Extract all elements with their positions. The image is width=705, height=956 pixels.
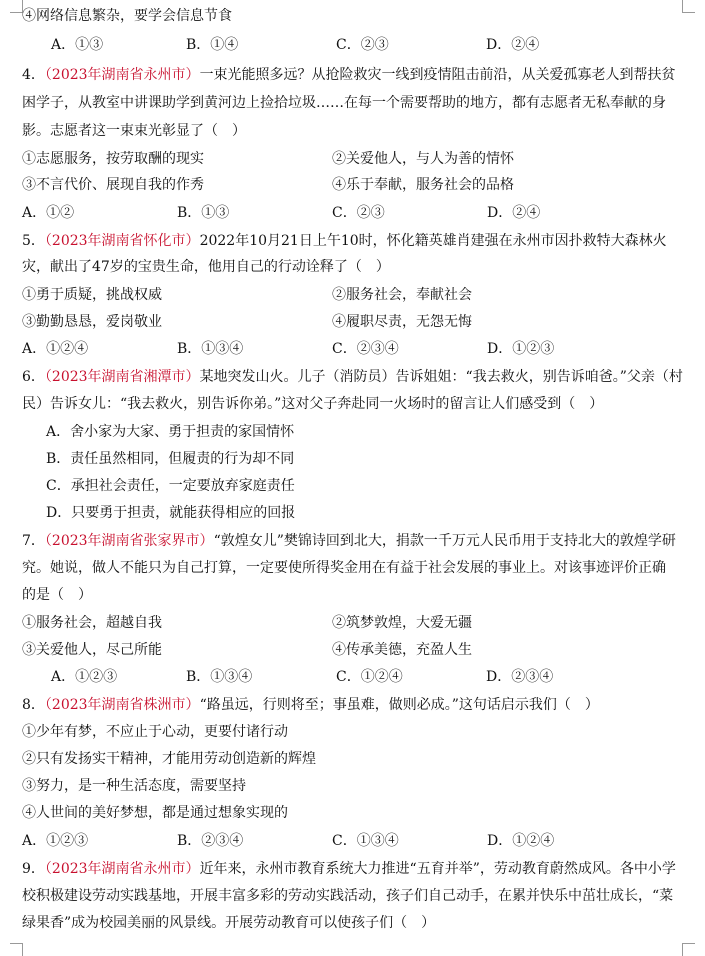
- question-source: （2023年湖南省湘潭市）: [44, 369, 200, 385]
- option-a[interactable]: A．①②: [22, 205, 75, 221]
- question-4-item-2: ②关爱他人，与人为善的情怀: [332, 151, 514, 167]
- question-7-item-1: ①服务社会，超越自我: [22, 615, 162, 631]
- question-5-item-4: ④履职尽责，无怨无悔: [332, 314, 472, 330]
- question-6-stem-line-2: 民）告诉女儿：“我去救火，别告诉你弟。”这对父子奔赴同一火场时的留言让人们感受到（ ）: [22, 396, 604, 412]
- option-c[interactable]: C．②③④: [332, 341, 399, 357]
- option-a[interactable]: A．①②③: [22, 833, 89, 849]
- question-source: （2023年湖南省永州市）: [44, 861, 200, 877]
- question-4-stem-line-1: 4．（2023年湖南省永州市）一束光能照多远？从抢险救灾一线到疫情阻击前沿，从关爱孤寡老人到帮扶贫: [22, 67, 676, 83]
- question-number: 9．: [22, 861, 45, 877]
- question-5-item-1: ①勇于质疑，挑战权威: [22, 287, 162, 303]
- option-a[interactable]: A．①②④: [22, 341, 89, 357]
- question-number: 8．: [22, 697, 45, 713]
- option-d[interactable]: D．①②④: [487, 833, 555, 849]
- question-source: （2023年湖南省张家界市）: [44, 533, 214, 549]
- question-8-item-3: ③努力，是一种生活态度，需要坚持: [22, 778, 246, 794]
- question-source: （2023年湖南省株洲市）: [44, 697, 200, 713]
- question-4-stem-line-3: 影。志愿者这一束束光彰显了（ ）: [22, 123, 246, 139]
- question-7-item-3: ③关爱他人，尽己所能: [22, 642, 162, 658]
- question-number: 5．: [22, 233, 45, 249]
- question-6-option-c[interactable]: C．承担社会责任，一定要放弃家庭责任: [46, 478, 295, 494]
- question-7-stem-line-2: 究。她说，做人不能只为自己打算，一定要使所得奖金用在有益于社会发展的事业上。对该事迹评价正确: [22, 560, 666, 576]
- question-5-item-2: ②服务社会，奉献社会: [332, 287, 472, 303]
- crop-mark-bottom-right: [682, 943, 695, 956]
- question-source: （2023年湖南省怀化市）: [44, 233, 200, 249]
- option-d[interactable]: D．①②③: [487, 341, 555, 357]
- question-9-stem-line-2: 校积极建设劳动实践基地，开展丰富多彩的劳动实践活动，孩子们自己动手，在累并快乐中茁壮成长，“菜: [22, 888, 674, 904]
- question-4-item-4: ④乐于奉献，服务社会的品格: [332, 177, 514, 193]
- crop-mark-top-right: [682, 0, 695, 13]
- question-8-stem-line-1: 8．（2023年湖南省株洲市）“路虽远，行则将至；事虽难，做则必成。”这句话启示我们（ ）: [22, 697, 599, 713]
- question-5-stem-line-2: 灾，献出了47岁的宝贵生命，他用自己的行动诠释了（ ）: [22, 259, 390, 275]
- option-b[interactable]: B．②③④: [177, 833, 244, 849]
- option-c[interactable]: C．①②④: [336, 669, 403, 685]
- option-a[interactable]: A．①③: [51, 37, 104, 53]
- question-7-stem-line-1: 7．（2023年湖南省张家界市）“敦煌女儿”樊锦诗回到北大，捐款一千万元人民币用于支持北大的敦煌学研: [22, 533, 676, 549]
- option-d[interactable]: D．②④: [486, 37, 540, 53]
- question-number: 4．: [22, 67, 45, 83]
- question-4-stem-line-2: 困学子，从教室中讲课助学到黄河边上捡拾垃圾……在每一个需要帮助的地方，都有志愿者无私奉献的身: [22, 95, 666, 111]
- option-a[interactable]: A．①②③: [51, 669, 118, 685]
- question-5-stem-line-1: 5．（2023年湖南省怀化市）2022年10月21日上午10时，怀化籍英雄肖建强在永州市因扑救特大森林火: [22, 233, 667, 249]
- question-7-options: [22, 667, 682, 687]
- previous-question-options: [22, 35, 682, 55]
- question-9-stem-line-1: 9．（2023年湖南省永州市）近年来，永州市教育系统大力推进“五育并举”，劳动教育蔚然成风。各中小学: [22, 861, 676, 877]
- question-6-option-d[interactable]: D．只要勇于担责，就能获得相应的回报: [46, 505, 296, 521]
- question-source: （2023年湖南省永州市）: [44, 67, 200, 83]
- question-5-options: [22, 339, 682, 359]
- question-6-option-a[interactable]: A．舍小家为大家、勇于担责的家国情怀: [46, 424, 295, 440]
- option-d[interactable]: D．②④: [487, 205, 541, 221]
- option-b[interactable]: B．①③: [177, 205, 230, 221]
- option-c[interactable]: C．①③④: [332, 833, 399, 849]
- question-5-item-3: ③勤勤恳恳，爱岗敬业: [22, 314, 162, 330]
- question-7-item-2: ②筑梦敦煌，大爱无疆: [332, 615, 472, 631]
- option-b[interactable]: B．①③④: [177, 341, 244, 357]
- question-6-option-b[interactable]: B．责任虽然相同，但履责的行为却不同: [46, 451, 295, 467]
- question-8-item-2: ②只有发扬实干精神，才能用劳动创造新的辉煌: [22, 751, 316, 767]
- question-4-options: [22, 203, 682, 223]
- option-b[interactable]: B．①④: [186, 37, 239, 53]
- question-9-stem-line-3: 绿果香”成为校园美丽的风景线。开展劳动教育可以使孩子们（ ）: [22, 915, 436, 931]
- question-4-item-1: ①志愿服务，按劳取酬的现实: [22, 151, 204, 167]
- question-number: 7．: [22, 533, 45, 549]
- option-d[interactable]: D．②③④: [486, 669, 554, 685]
- crop-mark-bottom-left: [10, 943, 23, 956]
- question-4-item-3: ③不言代价、展现自我的作秀: [22, 177, 204, 193]
- question-7-stem-line-3: 的是（ ）: [22, 587, 92, 603]
- option-c[interactable]: C．②③: [336, 37, 389, 53]
- previous-question-item-4: ④网络信息繁杂，要学会信息节食: [22, 8, 232, 24]
- option-c[interactable]: C．②③: [332, 205, 385, 221]
- question-number: 6．: [22, 369, 45, 385]
- question-6-stem-line-1: 6．（2023年湖南省湘潭市）某地突发山火。儿子（消防员）告诉姐姐：“我去救火，别告诉咱爸。”父亲（村: [22, 369, 683, 385]
- option-b[interactable]: B．①③④: [186, 669, 253, 685]
- question-8-item-1: ①少年有梦，不应止于心动，更要付诸行动: [22, 724, 288, 740]
- question-8-item-4: ④人世间的美好梦想，都是通过想象实现的: [22, 805, 288, 821]
- question-8-options: [22, 831, 682, 851]
- question-7-item-4: ④传承美德，充盈人生: [332, 642, 472, 658]
